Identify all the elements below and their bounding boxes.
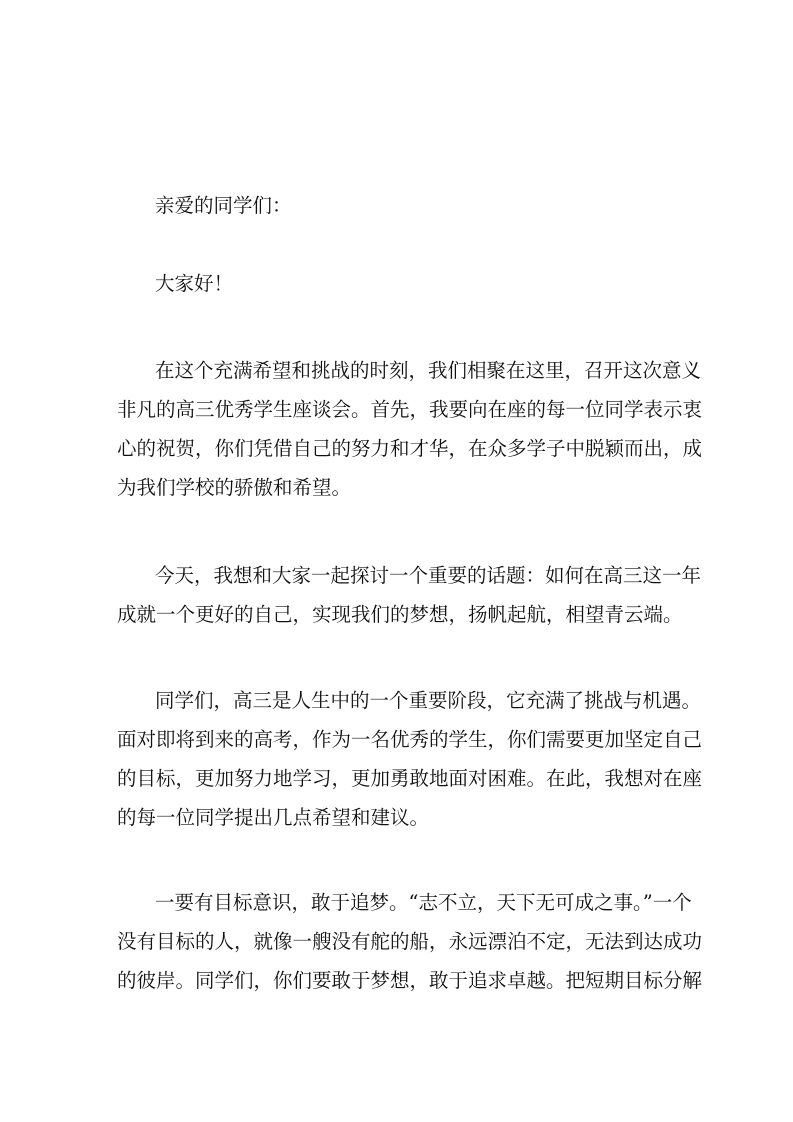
greeting (117, 186, 676, 225)
paragraph-line: 没有目标的人，就像一艘没有舵的船，永远漂泊不定，无法到达成功 (117, 930, 703, 953)
paragraph-1 (117, 351, 703, 507)
paragraph-line: 今天，我想和大家一起探讨一个重要的话题：如何在高三这一年 (155, 564, 702, 587)
paragraph-3 (117, 681, 703, 837)
paragraph-line: 一要有目标意识，敢于追梦。“志不立，天下无可成之事。”一个 (155, 891, 692, 914)
paragraph-2 (117, 556, 702, 634)
paragraph-line: 在这个充满希望和挑战的时刻，我们相聚在这里，召开这次意义 (155, 359, 702, 382)
salutation-text: 大家好！ (155, 272, 234, 295)
paragraph-4 (117, 883, 703, 1000)
paragraph-line: 的彼岸。同学们，你们要敢于梦想，敢于追求卓越。把短期目标分解 (117, 969, 703, 992)
paragraph-line: 面对即将到来的高考，作为一名优秀的学生，你们需要更加坚定自己 (117, 728, 703, 751)
paragraph-line: 的目标，更加努力地学习，更加勇敢地面对困难。在此，我想对在座 (117, 767, 703, 790)
paragraph-line: 心的祝贺，你们凭借自己的努力和才华，在众多学子中脱颖而出，成 (117, 437, 703, 460)
paragraph-line: 的每一位同学提出几点希望和建议。 (117, 806, 430, 829)
paragraph-line: 成就一个更好的自己，实现我们的梦想，扬帆起航，相望青云端。 (117, 603, 683, 626)
paragraph-line: 非凡的高三优秀学生座谈会。首先，我要向在座的每一位同学表示衷 (117, 398, 703, 421)
paragraph-line: 同学们，高三是人生中的一个重要阶段，它充满了挑战与机遇。 (155, 689, 702, 712)
greeting-text: 亲爱的同学们： (155, 194, 292, 217)
paragraph-line: 为我们学校的骄傲和希望。 (117, 476, 352, 499)
salutation (117, 264, 676, 303)
